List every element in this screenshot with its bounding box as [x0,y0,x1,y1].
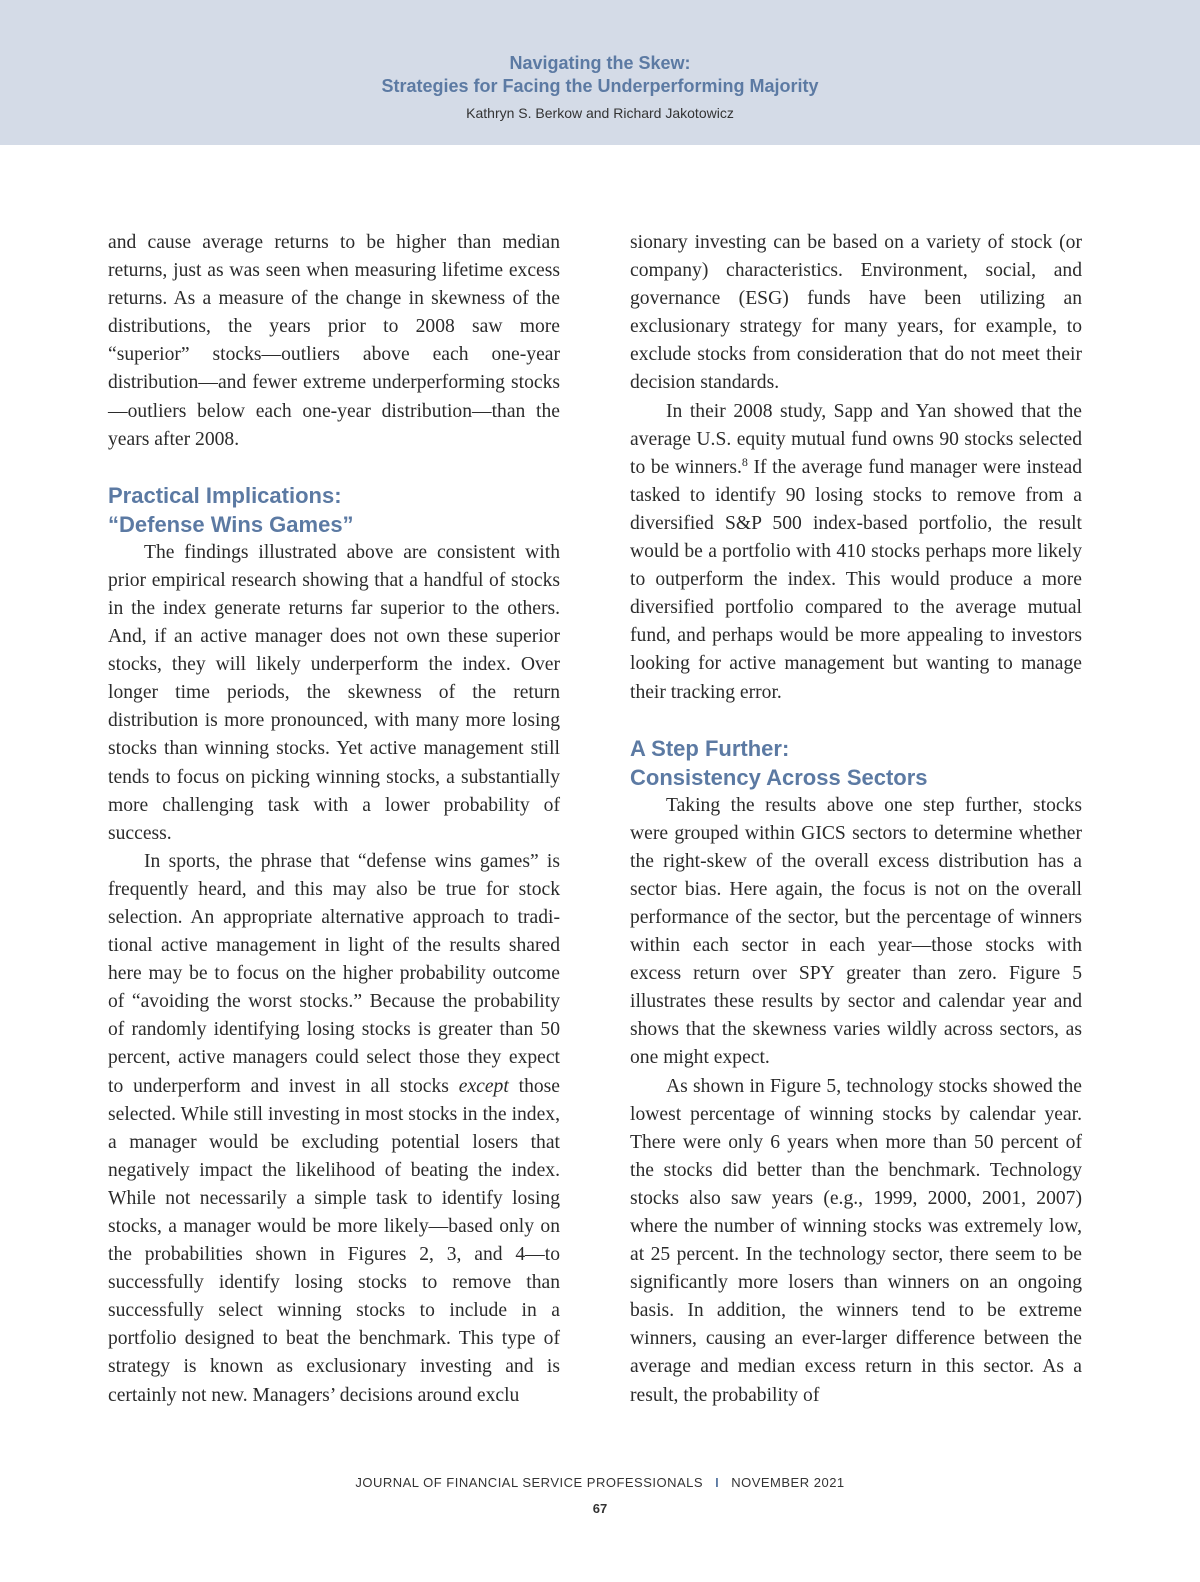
journal-name: JOURNAL OF FINANCIAL SERVICE PROFESSIONALS [355,1475,704,1490]
right-column [630,229,1082,1410]
paragraph-text: those selected. While still investing in most stocks in the index, a manager would be excluding potential losers that negatively impact the likelihood of beating the index. While not necessarily a simple task to identify losing stocks, a manager would be more likely—based only on the probabilities shown in Figures 2, 3, and 4—to successfully identify losing stocks to remove than successfully select winning stocks to include in a portfolio designed to beat the benchmark. This type of strategy is known as exclusionary investing and is certainly not new. Managers’ decisions around exclu [108,1075,560,1406]
footer-separator: I [715,1475,720,1490]
paragraph: As shown in Figure 5, technology stocks showed the lowest percentage of winning stocks by calendar year. There were only 6 years when more than 50 percent of the stocks did better than the benchmark. Technology stocks also saw years (e.g., 1999, 2000, 2001, 2007) where the number of winning stocks was extremely low, at 25 percent. In the technology sector, there seem to be significantly more losers than winners on an ongoing basis. In addition, the winners tend to be extreme winners, causing an ever-larger difference between the average and median excess return in this sector. As a result, the probability of [630,1075,1082,1406]
article-title-line1: Navigating the Skew: [509,53,691,73]
paragraph-text: In sports, the phrase that “defense wins games” is frequently heard, and this may also be true for stock selection. An appropriate alternative approach to traditional active management in light of the results shared here may be to focus on the higher probability outcome of “avoiding the worst stocks.” Because the probability of randomly identifying losing stocks is greater than 50 percent, active managers could select those they expect to underperform and invest in all stocks [108,850,560,1097]
footnote-reference[interactable]: 8 [741,454,748,469]
heading-line: Practical Implications: [108,482,342,508]
paragraph-text: If the average fund manager were instead tasked to identify 90 losing stocks to remove from a diversified S&P 500 index-based portfolio, the result would be a portfolio with 410 stocks perhaps more likely to outperform the index. This would produce a more diversified portfolio compared to the average mutual fund, and perhaps would be more appealing to investors looking for active management but wanting to manage their tracking error. [630,456,1082,703]
heading-line: Consistency Across Sectors [630,764,928,790]
heading-line: “Defense Wins Games” [108,511,354,537]
paragraph-text: In their 2008 study, Sapp and Yan showed that the average U.S. equity mutual fund owns 90 stocks selected to be winners. [630,400,1082,478]
article-authors: Kathryn S. Berkow and Richard Jakotowicz [466,105,734,121]
paragraph: The findings illustrated above are consistent with prior empirical research showing that a handful of stocks in the index generate returns far superior to the others. And, if an active manager does not own these superior stocks, they will likely underperform the index. Over longer time periods, the skewness of the return distribution is more pronounced, with many more losing stocks than winning stocks. Yet active management still tends to focus on picking winning stocks, a substantially more challenging task with a lower probability of success. [108,541,560,844]
article-header-banner [0,0,1200,145]
page-number: 67 [592,1501,608,1516]
heading-line: A Step Further: [630,735,790,761]
section-heading-a-step-further [630,734,1082,792]
page-footer [0,1475,1200,1490]
paragraph: sionary investing can be based on a variety of stock (or company) characteristics. Environment, social, and governance (ESG) funds have been utilizing an exclusionary strategy for many years, for example, to exclude stocks from consideration that do not meet their decision standards. [630,232,1082,394]
paragraph: Taking the results above one step further, stocks were grouped within GICS sectors to determine whether the right-skew of the overall excess distribution has a sector bias. Here again, the focus is not on the overall performance of the sector, but the percentage of winners within each sector in each year—those stocks with excess return over SPY greater than zero. Figure 5 illustrates these results by sector and calendar year and shows that the skewness varies wildly across sectors, as one might expect. [630,794,1082,1069]
issue-date: NOVEMBER 2021 [731,1475,845,1490]
article-title-line2: Strategies for Facing the Underperforming Majority [381,76,819,96]
section-heading-practical-implications [108,481,560,539]
emphasis-text: except [458,1075,509,1097]
paragraph [108,848,560,1410]
left-column [108,229,560,1410]
paragraph: and cause average returns to be higher than median returns, just as was seen when measuring lifetime excess returns. As a measure of the change in skewness of the distributions, the years prior to 2008 saw more “superior” stocks—outliers above each one-year distribution—and fewer extreme underperforming stocks—outliers below each one-year distribution—than the years after 2008. [108,232,560,450]
paragraph [630,398,1082,707]
